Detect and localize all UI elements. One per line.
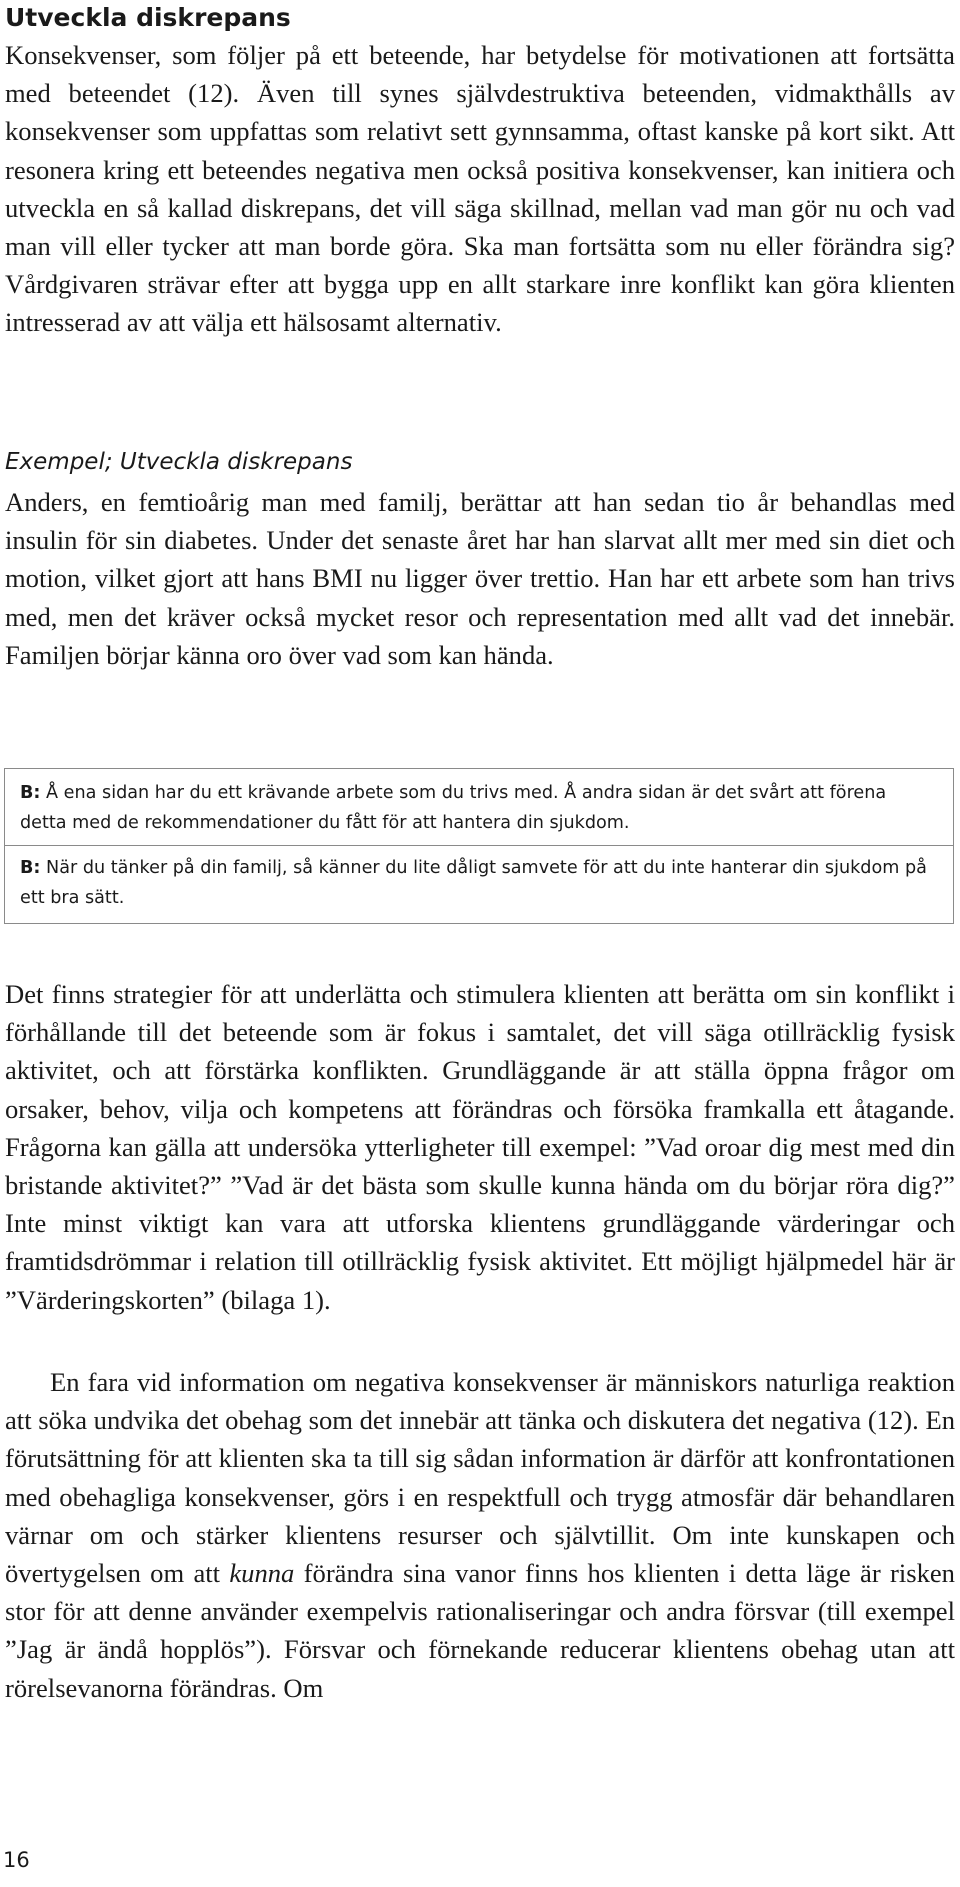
dialog-divider bbox=[5, 845, 953, 846]
speaker-label: B: bbox=[20, 783, 41, 803]
dialog-line bbox=[5, 778, 953, 838]
page-number: 16 bbox=[3, 1848, 30, 1872]
intro-paragraph: Konsekvenser, som följer på ett beteende, har betydelse för motivationen att fortsätta med beteendet (12). Även till synes självdestruktiva beteenden, vidmakthålls av konsekvenser som uppfattas som relativt sett gynnsamma, oftast kanske på kort sikt. Att resonera kring ett beteendes negativa men också positiva konsekvenser, kan initiera och utveckla en så kallad diskrepans, det vill säga skillnad, mellan vad man gör nu och vad man vill eller tycker att man borde göra. Ska man fortsätta som nu eller förändra sig? Vårdgivaren strävar efter att bygga upp en allt starkare inre konflikt kan göra klienten intresserad av att välja ett hälsosamt alternativ. bbox=[5, 40, 955, 338]
dialog-text: Å ena sidan har du ett krävande arbete som du trivs med. Å andra sidan är det svårt att förena detta med de rekommendationer du fått för att hantera din sjukdom. bbox=[20, 783, 887, 833]
emphasized-word: kunna bbox=[229, 1558, 295, 1589]
example-heading: Exempel; Utveckla diskrepans bbox=[5, 449, 353, 475]
body-text: förändra sina vanor finns hos klienten i detta läge är risken stor för att denne använder exempelvis rationaliseringar och andra försvar (till exempel ”Jag är ändå hopplös”). Försvar och förnekande reducerar klientens obehag utan att rörelsevanorna förändras. Om bbox=[5, 1558, 955, 1703]
section-heading: Utveckla diskrepans bbox=[5, 3, 291, 32]
body-paragraph bbox=[5, 1363, 955, 1707]
speaker-label: B: bbox=[20, 858, 41, 878]
dialog-box bbox=[4, 768, 954, 924]
dialog-text: När du tänker på din familj, så känner du lite dåligt samvete för att du inte hanterar din sjukdom på ett bra sätt. bbox=[20, 858, 927, 908]
body-paragraph: Det finns strategier för att underlätta och stimulera klienten att berätta om sin konflikt i förhållande till det beteende som är fokus i samtalet, det vill säga otillräcklig fysisk aktivitet, och att förstärka konflikten. Grundläggande är att ställa öppna frågor om orsaker, behov, vilja och kompetens att förändras och försöka framkalla ett åtagande. Frågorna kan gälla att undersöka ytterligheter till exempel: ”Vad oroar dig mest med din bristande aktivitet?” ”Vad är det bästa som skulle kunna hända om du börjar röra dig?” Inte minst viktigt kan vara att utforska klientens grundläggande värderingar och framtidsdrömmar i relation till otillräcklig fysisk aktivitet. Ett möjligt hjälpmedel här är ”Värderingskorten” (bilaga 1). bbox=[5, 979, 955, 1315]
body-text: En fara vid information om negativa konsekvenser är människors naturliga reaktion att söka undvika det obehag som det innebär att tänka och diskutera det negativa (12). En förutsättning för att klienten ska ta till sig sådan information är därför att konfrontationen med obehagliga konsekvenser, görs i en respektfull och trygg atmosfär där behandlaren värnar om och stärker klientens resurser och självtillit. Om inte kunskapen och övertygelsen om att bbox=[5, 1367, 955, 1589]
example-paragraph: Anders, en femtioårig man med familj, berättar att han sedan tio år behandlas med insulin för sin diabetes. Under det senaste året har han slarvat allt mer med sin diet och motion, vilket gjort att hans BMI nu ligger över trettio. Han har ett arbete som han trivs med, men det kräver också mycket resor och representation med allt vad det innebär. Familjen börjar känna oro över vad som kan hända. bbox=[5, 487, 955, 670]
dialog-line bbox=[5, 853, 953, 913]
